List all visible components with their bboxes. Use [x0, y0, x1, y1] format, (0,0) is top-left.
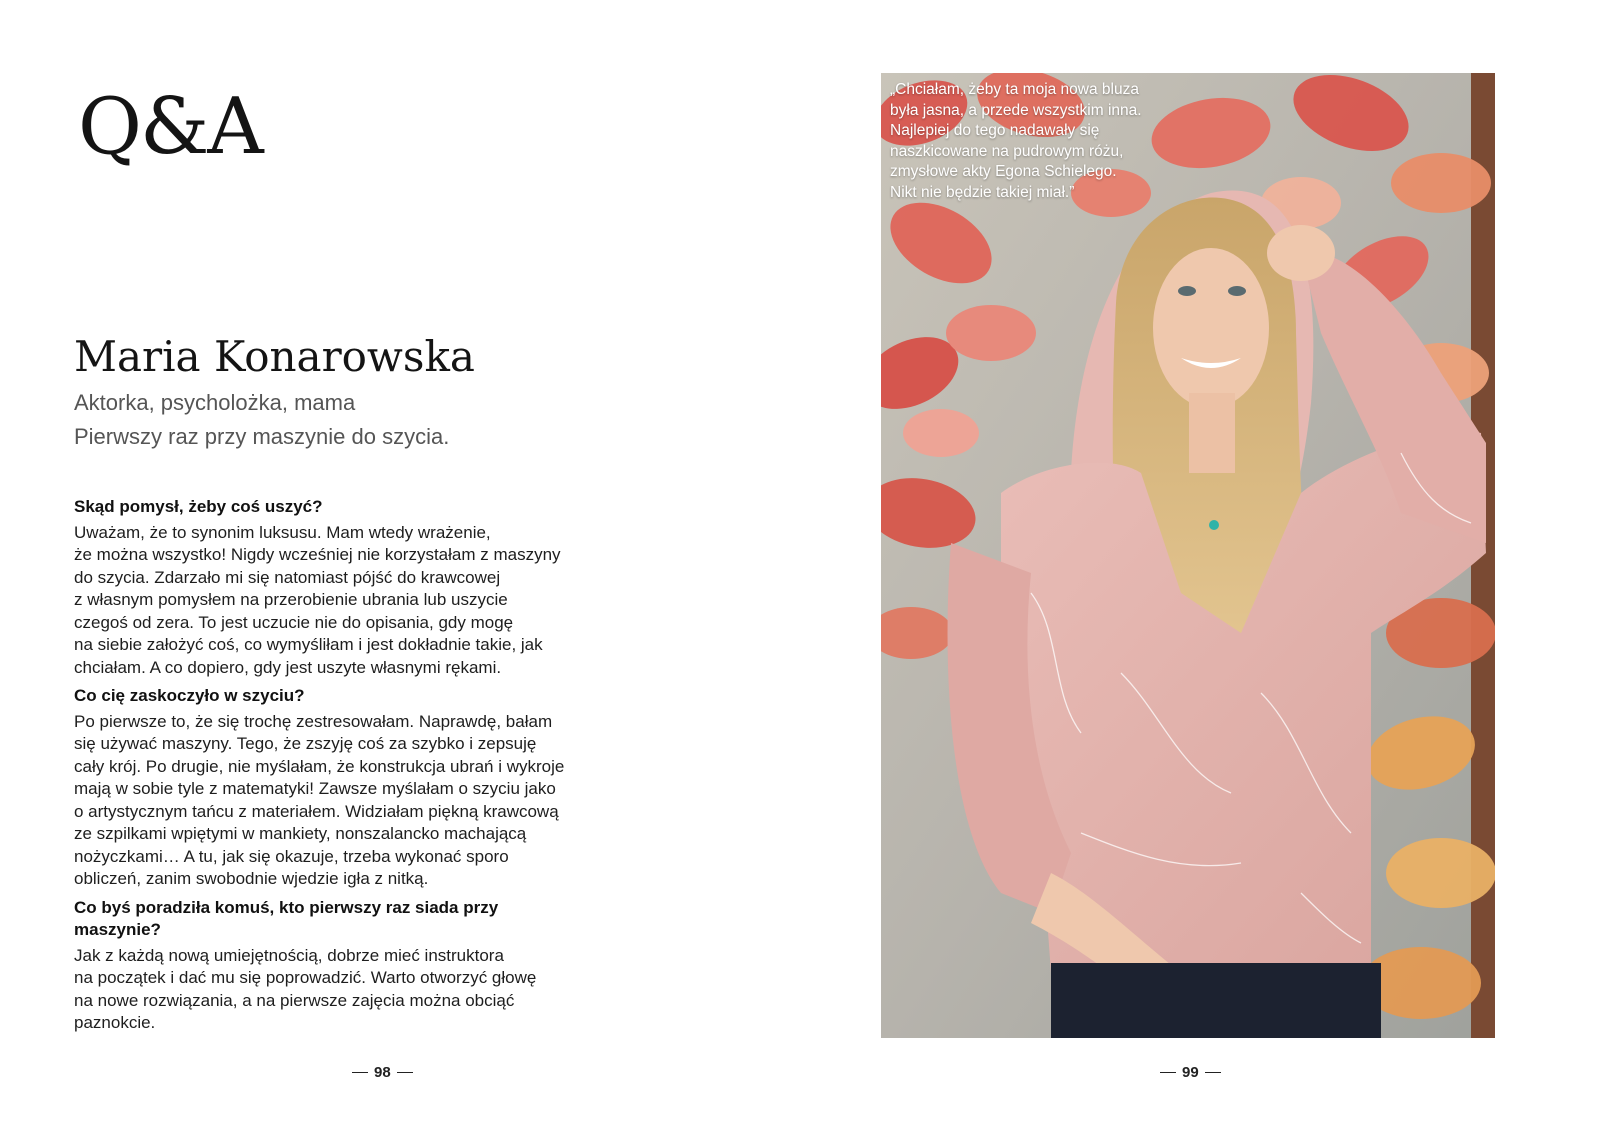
page-number-right — [1160, 1064, 1221, 1081]
pendant — [1209, 520, 1219, 530]
pull-quote: „Chciałam, żeby ta moja nowa bluza była jasna, a przede wszystkim inna. Najlepiej do tego nadawały się naszkicowane na pudrowym różu, zmysłowe akty Egona Schielego. Nikt nie będzie takiej miał.” — [890, 81, 1142, 201]
right-page — [800, 0, 1600, 1136]
answer: Po pierwsze to, że się trochę zestresowałam. Naprawdę, bałam się używać maszyny. Tego, że zszyję coś za szybko i zepsuję cały krój. Po drugie, nie myślałam, że konstrukcja ubrań i wykroje mają w sobie tyle z matematyki! Zawsze myślałam o szyciu jako o artystycznym tańcu z materiałem. Widziałam piękną krawcową ze szpilkami wpiętymi w mankiety, nonszalancko machającą nożyczkami… A tu, jak się okazuje, trzeba wykonać sporo obliczeń, zanim swobodnie wjedzie igła z nitką. — [74, 711, 565, 888]
interviewee-name: Maria Konarowska — [74, 332, 475, 381]
interviewee-roles: Aktorka, psycholożka, mama — [74, 390, 356, 415]
dash-decoration — [397, 1072, 413, 1074]
page-number-value: 98 — [374, 1064, 391, 1081]
question: Co byś poradziła komuś, kto pierwszy raz siada przy maszynie? — [74, 897, 499, 939]
face — [1153, 248, 1269, 408]
raised-hand — [1267, 225, 1335, 281]
qa-item — [74, 496, 634, 679]
question: Skąd pomysł, żeby coś uszyć? — [74, 497, 323, 516]
dash-decoration — [1205, 1072, 1221, 1074]
qa-body — [74, 496, 634, 1041]
neck — [1189, 393, 1235, 473]
page-number-value: 99 — [1182, 1064, 1199, 1081]
dash-decoration — [1160, 1072, 1176, 1074]
interviewee-tagline: Pierwszy raz przy maszynie do szycia. — [74, 424, 450, 449]
dash-decoration — [352, 1072, 368, 1074]
question: Co cię zaskoczyło w szyciu? — [74, 686, 305, 705]
photo-illustration — [881, 73, 1495, 1038]
page-number-left — [352, 1064, 413, 1081]
answer: Uważam, że to synonim luksusu. Mam wtedy wrażenie, że można wszystko! Nigdy wcześniej nie korzystałam z maszyny do szycia. Zdarzało mi się natomiast pójść do krawcowej z własnym pomysłem na przerobienie ubrania lub uszycie czegoś od zera. To jest uczucie nie do opisania, gdy mogę na siebie założyć coś, co wymyśliłam i jest dokładnie takie, jak chciałam. A co dopiero, gdy jest uszyte własnymi rękami. — [74, 522, 561, 677]
trousers — [1051, 963, 1381, 1038]
qa-item — [74, 685, 634, 891]
portrait-photo — [881, 73, 1495, 1038]
answer: Jak z każdą nową umiejętnością, dobrze mieć instruktora na początek i dać mu się poprowadzić. Warto otworzyć głowę na nowe rozwiązania, a na pierwsze zajęcia można obciąć paznokcie. — [74, 945, 537, 1032]
section-heading: Q&A — [78, 82, 262, 172]
qa-item — [74, 897, 634, 1035]
